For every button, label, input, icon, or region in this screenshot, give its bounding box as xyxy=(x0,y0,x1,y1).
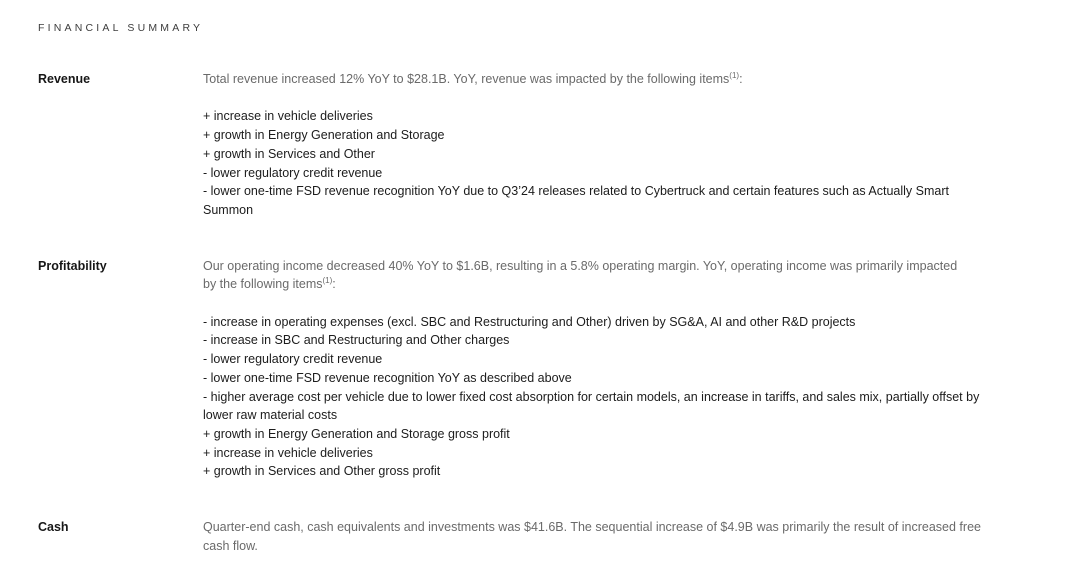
text-segment: - lower one-time FSD revenue recognition YoY as described above xyxy=(203,370,572,385)
section-row-revenue xyxy=(38,70,1050,220)
text-segment: - lower one-time FSD revenue recognition YoY due to Q3’24 releases related to Cybertruck and certain features such as Actually Smart xyxy=(203,184,949,199)
text-segment: Summon xyxy=(203,202,254,217)
text-segment: + increase in vehicle deliveries xyxy=(203,109,373,124)
text-segment: Our operating income decreased 40% YoY to $1.6B, resulting in a 5.8% operating margin. YoY, operating income was primarily impacted xyxy=(203,258,958,273)
text-line xyxy=(203,444,1018,463)
sections-container xyxy=(38,70,1050,555)
text-line xyxy=(203,425,1018,444)
footnote-marker: (1) xyxy=(322,276,333,286)
text-segment: - higher average cost per vehicle due to lower fixed cost absorption for certain models, an increase in tariffs, and sales mix, partially offset by xyxy=(203,389,980,404)
text-line xyxy=(203,369,1018,388)
text-segment: - lower regulatory credit revenue xyxy=(203,352,383,367)
text-line xyxy=(203,331,1018,350)
section-content xyxy=(203,257,1018,481)
text-segment: by the following items xyxy=(203,277,323,292)
section-content xyxy=(203,518,1018,555)
text-segment: cash flow. xyxy=(203,538,258,553)
section-paragraph xyxy=(203,257,1018,294)
section-paragraph xyxy=(203,518,1018,555)
section-label: Revenue xyxy=(38,72,91,86)
section-content xyxy=(203,70,1018,220)
text-segment: + growth in Services and Other gross profit xyxy=(203,464,441,479)
text-line xyxy=(203,107,1018,126)
text-segment: + growth in Energy Generation and Storage gross profit xyxy=(203,426,510,441)
text-segment: + increase in vehicle deliveries xyxy=(203,445,373,460)
text-segment: - increase in operating expenses (excl. SBC and Restructuring and Other) driven by SG&A, AI and other R&D projects xyxy=(203,314,856,329)
text-line xyxy=(203,164,1018,183)
text-segment: : xyxy=(739,72,743,86)
text-line xyxy=(203,462,1018,481)
impact-item-list xyxy=(203,313,1018,481)
footnote-marker: (1) xyxy=(729,70,740,80)
page-title: FINANCIAL SUMMARY xyxy=(38,22,204,34)
text-line xyxy=(203,313,1018,332)
text-segment: + growth in Services and Other xyxy=(203,146,375,161)
text-line xyxy=(203,350,1018,369)
text-line xyxy=(203,70,1018,89)
text-segment: + growth in Energy Generation and Storage xyxy=(203,128,445,143)
text-line xyxy=(203,145,1018,164)
text-line xyxy=(203,537,1018,556)
text-segment: Total revenue increased 12% YoY to $28.1B. YoY, revenue was impacted by the following items xyxy=(203,72,730,86)
section-paragraph xyxy=(203,70,1018,89)
section-label: Profitability xyxy=(38,258,107,273)
text-line xyxy=(203,406,1018,425)
section-row-profitability xyxy=(38,257,1050,481)
text-line xyxy=(203,388,1018,407)
text-line xyxy=(203,126,1018,145)
text-segment: - increase in SBC and Restructuring and Other charges xyxy=(203,333,510,348)
text-line xyxy=(203,257,1018,276)
text-line xyxy=(203,182,1018,201)
text-segment: Quarter-end cash, cash equivalents and investments was $41.6B. The sequential increase of $4.9B was primarily the result of increased free xyxy=(203,520,981,535)
text-line xyxy=(203,201,1018,220)
section-row-cash xyxy=(38,518,1050,555)
impact-item-list xyxy=(203,107,1018,219)
text-segment: - lower regulatory credit revenue xyxy=(203,165,383,180)
text-line xyxy=(203,275,1018,294)
text-line xyxy=(203,518,1018,537)
text-segment: : xyxy=(332,277,336,292)
section-label: Cash xyxy=(38,520,69,535)
text-segment: lower raw material costs xyxy=(203,408,338,423)
